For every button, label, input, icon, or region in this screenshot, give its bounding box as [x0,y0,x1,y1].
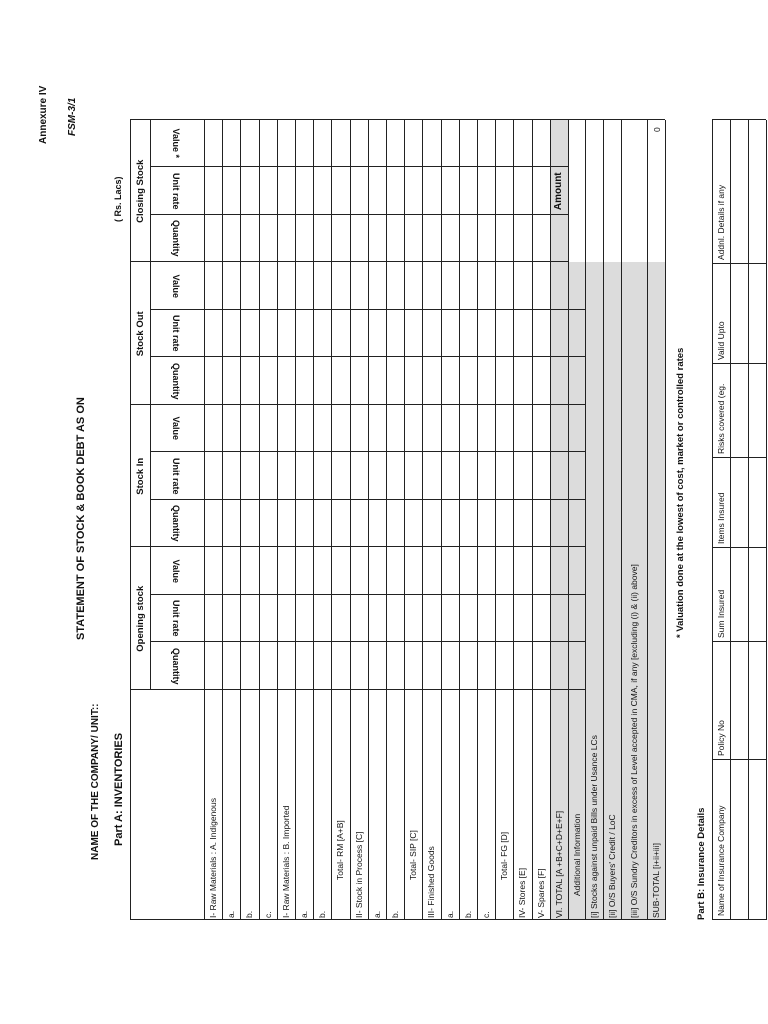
insurance-row-line [712,120,713,920]
row-line [295,120,296,920]
row-line [568,120,569,920]
additional-info-label: Additional Information [572,813,582,896]
row-label: b. [317,910,328,918]
insurance-header: Policy No [716,720,726,756]
row-line [222,120,223,920]
valuation-note: * Valuation done at the lowest of cost, market or controlled rates [675,347,686,638]
insurance-col-line [712,641,766,642]
sub-header: Unit rate [171,315,181,352]
extra-row-label: [iii] O/S Sundry Creditors in excess of Level accepted in CMA, if any [excluding (i) & (ii) above] [629,564,639,918]
row-label: II- Stock in Process [C] [353,831,364,918]
sub-header: Unit rate [171,172,181,210]
part-a-label: Part A: INVENTORIES [113,732,125,846]
row-label: c. [262,911,273,918]
extra-row-label: [ii] O/S Buyers' Credit / LoC [607,814,617,918]
insurance-header: Addnl. Details if any [716,184,726,260]
row-line [441,120,442,920]
row-line [550,120,551,920]
insurance-row-line [730,120,731,920]
insurance-col-line [712,457,766,458]
sub-header: Unit rate [171,457,181,495]
group-header: Stock Out [135,311,146,357]
row-line [513,120,514,920]
annexure-label: Annexure IV [38,85,49,144]
row-line [532,120,533,920]
sub-header: Value [171,416,181,441]
extra-row-label: SUB-TOTAL [i+ii+iii] [651,843,661,918]
sub-header: Unit rate [171,600,181,637]
row-label: b. [244,910,255,918]
row-label: Total- RM [A+B] [335,820,346,880]
column-line [150,167,568,168]
page-title: STATEMENT OF STOCK & BOOK DEBT AS ON [75,397,87,640]
insurance-header: Items Insured [716,492,726,544]
group-header-line [150,120,151,690]
row-label: I- Raw Materials : A. Indigenous [208,797,218,918]
group-header: Closing Stock [135,159,146,223]
row-label: III- Finished Goods [426,846,437,918]
units-label: ( Rs. Lacs) [113,176,123,222]
insurance-col-line [712,119,766,120]
row-line [240,120,241,920]
form-code: FSM-3/1 [67,97,78,136]
table-border-top [130,120,131,920]
row-line [621,120,622,920]
sub-header: Quantity [171,362,181,400]
extra-row-label: [i] Stocks against unpaid Bills under Usance LCs [589,735,599,918]
amount-label: Amount [552,172,564,211]
row-label: V- Spares [F] [535,868,546,918]
row-line [459,120,460,920]
row-line [603,120,604,920]
sub-header: Quantity [171,647,181,685]
row-label: IV- Stores [E] [517,867,528,918]
row-line [259,120,260,920]
row-label: c. [481,911,491,918]
insurance-col-line [712,919,766,920]
row-line [386,120,387,920]
row-line [368,120,369,920]
header-bottom-line [204,120,205,920]
row-label: b. [390,910,400,918]
row-line [647,120,648,920]
sub-header: Quantity [171,505,181,542]
row-line [477,120,478,920]
company-label: NAME OF THE COMPANY/ UNIT:: [90,703,101,860]
row-line [422,120,423,920]
row-line [495,120,496,920]
insurance-col-line [712,759,766,760]
row-label: I- Raw Materials : B. Imported [280,805,291,918]
column-line [130,404,585,405]
group-header: Stock In [135,457,146,495]
sub-header: Value * [171,128,181,159]
column-line [150,214,568,215]
row-label: Total- FG [D] [499,831,510,880]
column-line [130,547,585,548]
row-label: a. [226,910,237,918]
row-label: Total- SIP [C] [408,830,419,880]
insurance-col-line [712,363,766,364]
row-line [313,120,314,920]
table-border-bottom [665,120,666,920]
insurance-row-line [748,120,749,920]
row-label: VI. TOTAL [A +B+C+D+E+F] [553,810,564,918]
insurance-header: Risks covered (eg. [716,383,726,454]
row-line [331,120,332,920]
insurance-row-line [766,120,767,920]
column-line [130,689,585,690]
row-line [404,120,405,920]
row-line [277,120,278,920]
sub-header: Value [171,274,181,298]
group-header: Opening stock [135,585,146,652]
row-label: a. [444,910,455,918]
insurance-header: Valid Upto [716,321,726,360]
row-label: a. [371,910,382,918]
insurance-col-line [712,547,766,548]
sub-header: Value [171,559,181,583]
row-label: a. [299,910,309,918]
row-line [350,120,351,920]
row-label: b. [462,910,473,918]
row-line [585,120,586,920]
insurance-header: Name of Insurance Company [716,805,726,916]
subtotal-value: 0 [652,127,662,132]
insurance-header: Sum Insured [716,589,726,638]
part-b-label: Part B: Insurance Details [696,807,707,920]
insurance-col-line [712,263,766,264]
sub-header: Quantity [171,220,181,257]
